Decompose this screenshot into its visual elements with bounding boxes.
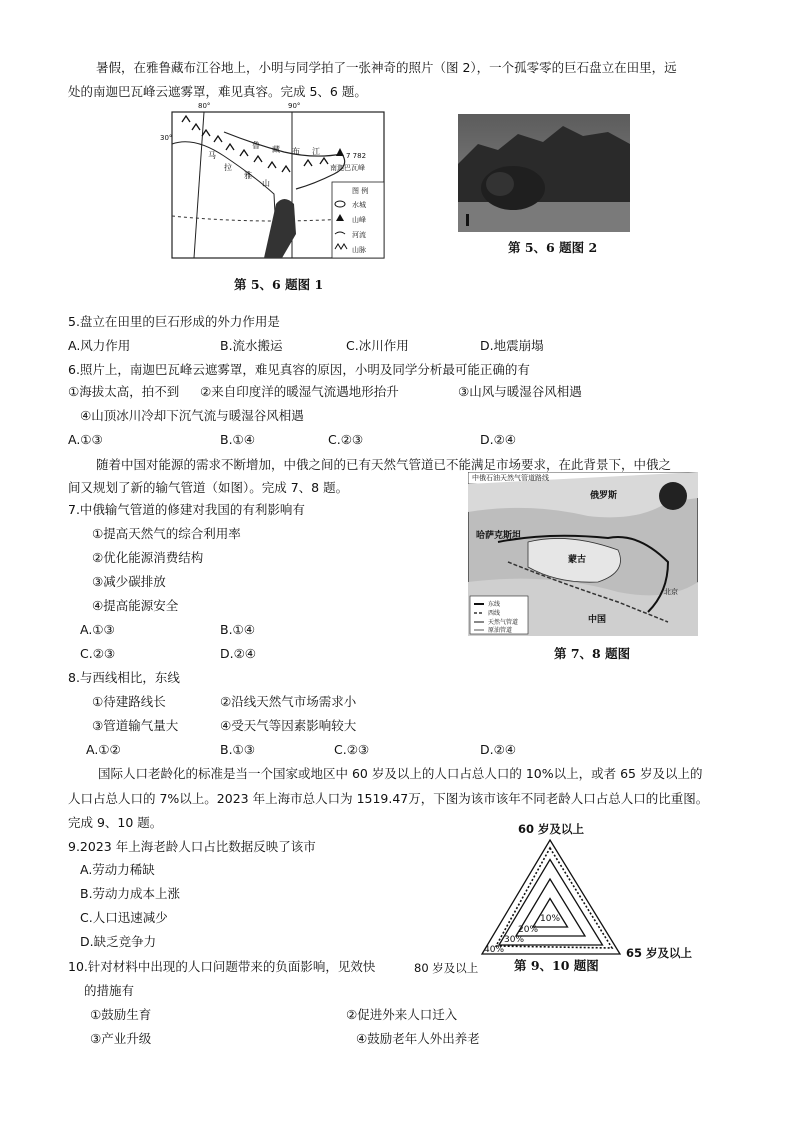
radar-ring-label-40: 40% [484, 945, 505, 955]
river-label-2: 藏 [272, 145, 280, 154]
intro-56-line1: 暑假，在雅鲁藏布江谷地上，小明与同学拍了一张神奇的照片（图 2），一个孤零零的巨石盘立在田里，远 [96, 60, 677, 75]
radar-ring-4 [482, 840, 620, 954]
q8-stem: 8.与西线相比，东线 [68, 670, 180, 685]
q7-option-b[interactable]: B.①④ [220, 622, 255, 637]
intro-910-line1: 国际人口老龄化的标准是当一个国家或地区中 60 岁及以上的人口占总人口的 10%以上，或者 65 岁及以上的 [98, 766, 703, 781]
intro-910-line2: 人口占总人口的 7%以上。2023 年上海市总人口为 1519.47万，下图为该市该年不同老龄人口占总人口的比重图。 [68, 791, 709, 806]
q10-item-3: ③产业升级 [90, 1031, 152, 1046]
q9-option-a[interactable]: A.劳动力稀缺 [80, 862, 155, 877]
map-label-mongolia: 蒙古 [568, 555, 587, 565]
legend-east-line: 东线 [488, 601, 501, 608]
legend-item-range: 山脉 [352, 246, 366, 254]
q8-item-4: ④受天气等因素影响较大 [220, 718, 357, 733]
river-label-4: 江 [312, 147, 320, 156]
q8-option-b[interactable]: B.①③ [220, 742, 255, 757]
q8-item-2: ②沿线天然气市场需求小 [220, 694, 357, 709]
q9-stem: 9.2023 年上海老龄人口占比数据反映了该市 [68, 839, 316, 854]
radar-axis-label-65: 65 岁及以上 [626, 946, 693, 960]
figure-2-photo [458, 114, 630, 232]
q9-option-c[interactable]: C.人口迅速减少 [80, 910, 168, 925]
legend-item-river: 河流 [352, 231, 366, 239]
peak-name: 南迦巴瓦峰 [330, 164, 365, 172]
q7-stem: 7.中俄输气管道的修建对我国的有利影响有 [68, 502, 305, 517]
q7-option-d[interactable]: D.②④ [220, 646, 257, 661]
radar-axis-label-60: 60 岁及以上 [518, 822, 585, 836]
q6-item-1: ①海拔太高，拍不到 [68, 384, 180, 399]
map-label-beijing: 北京 [664, 588, 678, 596]
legend-west-line: 西线 [488, 610, 501, 617]
intro-78-line2: 间又规划了新的输气管道（如图）。完成 7、8 题。 [68, 480, 349, 495]
himalaya-label-2: 拉 [224, 163, 232, 172]
q8-item-3: ③管道输气量大 [92, 718, 179, 733]
q10-item-2: ②促进外来人口迁入 [346, 1007, 458, 1022]
q9-option-d[interactable]: D.缺乏竞争力 [80, 934, 157, 949]
q10-stem: 10.针对材料中出现的人口问题带来的负面影响，见效快 [68, 959, 376, 974]
figure-78-caption: 第 7、8 题图 [554, 646, 631, 661]
map-label-kazakhstan: 哈萨克斯坦 [476, 531, 522, 541]
q6-option-d[interactable]: D.②④ [480, 432, 517, 447]
q8-item-1: ①待建路线长 [92, 694, 166, 709]
q6-item-3: ③山风与暖湿谷风相遇 [458, 384, 582, 399]
himalaya-label-4: 山 [262, 179, 270, 188]
q7-item-1: ①提高天然气的综合利用率 [92, 526, 241, 541]
himalaya-label-3: 雅 [244, 171, 252, 180]
q7-item-3: ③减少碳排放 [92, 574, 166, 589]
q8-option-a[interactable]: A.①② [86, 742, 121, 757]
lon-80-label: 80° [198, 102, 211, 110]
q8-option-c[interactable]: C.②③ [334, 742, 370, 757]
figure-910-caption: 第 9、10 题图 [514, 958, 599, 973]
river-label-3: 布 [292, 147, 300, 156]
legend-item-peak: 山峰 [352, 216, 366, 224]
legend-item-lake: 水城 [352, 201, 366, 209]
q7-item-2: ②优化能源消费结构 [92, 550, 204, 565]
figure-1-map [160, 102, 386, 261]
radar-axis-label-80: 80 岁及以上 [414, 961, 479, 975]
figure-910-radar-chart [414, 818, 710, 978]
q10-item-1: ①鼓励生育 [90, 1007, 152, 1022]
figure-78-title: 中俄石油天然气管道路线 [472, 474, 549, 482]
q6-stem: 6.照片上，南迦巴瓦峰云遮雾罩，难见真容的原因，小明及同学分析最可能正确的有 [68, 362, 530, 377]
q5-option-a[interactable]: A.风力作用 [68, 338, 131, 353]
q5-option-b[interactable]: B.流水搬运 [220, 338, 283, 353]
intro-56-line2: 处的南迦巴瓦峰云遮雾罩，难见真容。完成 5、6 题。 [68, 84, 367, 99]
figure-78-map [468, 472, 698, 636]
lat-30-label: 30° [160, 134, 173, 142]
radar-ring-label-10: 10% [540, 914, 561, 924]
lon-90-label: 90° [288, 102, 301, 110]
q6-option-a[interactable]: A.①③ [68, 432, 103, 447]
legend-gas-pipeline: 天然气管道 [488, 619, 519, 626]
q5-stem: 5.盘立在田里的巨石形成的外力作用是 [68, 314, 280, 329]
legend-oil-pipeline: 原油管道 [488, 627, 513, 634]
q6-option-b[interactable]: B.①④ [220, 432, 255, 447]
peak-height: 7 782 [346, 152, 367, 160]
map-label-russia: 俄罗斯 [590, 491, 618, 501]
q7-option-c[interactable]: C.②③ [80, 646, 116, 661]
legend-title: 图 例 [352, 187, 369, 195]
map-label-china: 中国 [588, 615, 607, 625]
q5-option-d[interactable]: D.地震崩塌 [480, 338, 544, 353]
river-label-1: 鲁 [252, 141, 260, 150]
q10-stem-continued: 的措施有 [84, 983, 135, 998]
figure-2-caption: 第 5、6 题图 2 [508, 240, 598, 255]
himalaya-label-1: 马 [208, 151, 216, 160]
q7-item-4: ④提高能源安全 [92, 598, 179, 613]
q6-item-2: ②来自印度洋的暖湿气流遇地形抬升 [200, 384, 399, 399]
q7-option-a[interactable]: A.①③ [80, 622, 115, 637]
q9-option-b[interactable]: B.劳动力成本上涨 [80, 886, 181, 901]
radar-ring-label-20: 20% [518, 925, 539, 935]
intro-78-line1: 随着中国对能源的需求不断增加，中俄之间的已有天然气管道已不能满足市场要求，在此背景下，中俄之 [96, 457, 672, 472]
q6-option-c[interactable]: C.②③ [328, 432, 364, 447]
q8-option-d[interactable]: D.②④ [480, 742, 517, 757]
intro-910-line3: 完成 9、10 题。 [68, 815, 163, 830]
q10-item-4: ④鼓励老年人外出养老 [356, 1031, 480, 1046]
radar-ring-label-30: 30% [504, 935, 525, 945]
figure-1-caption: 第 5、6 题图 1 [234, 277, 324, 292]
q6-item-4: ④山顶冰川冷却下沉气流与暖湿谷风相遇 [80, 408, 304, 423]
q5-option-c[interactable]: C.冰川作用 [346, 338, 409, 353]
